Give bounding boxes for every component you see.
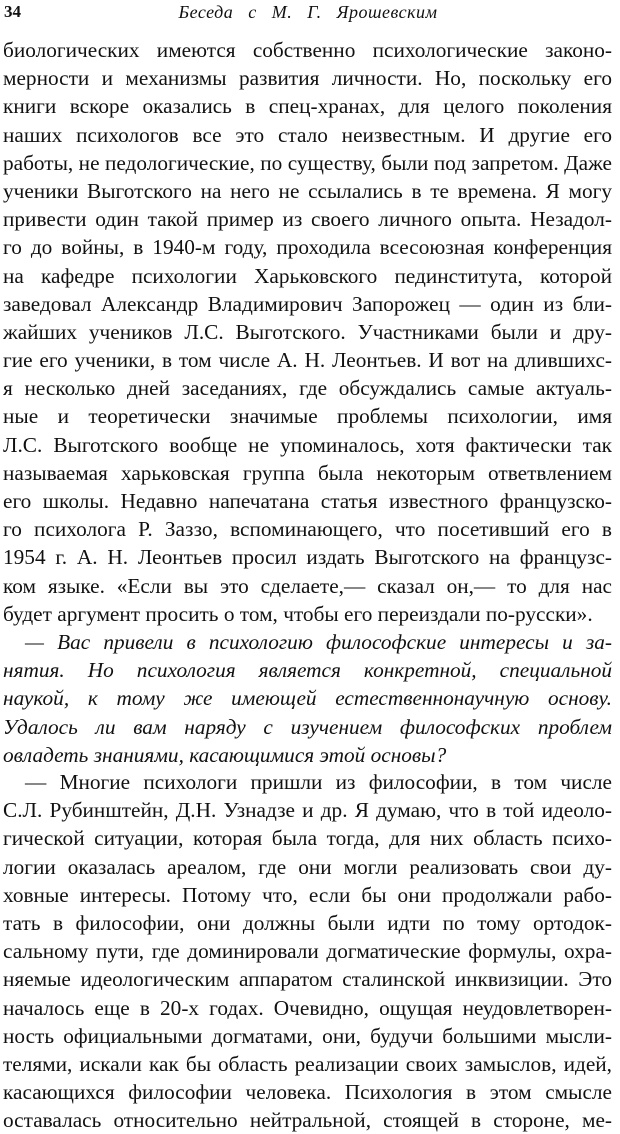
answer-line: касающихся философии человека. Психология в этом смысле bbox=[3, 1080, 612, 1105]
text-line: Л.С. Выготского вообще не упоминалось, хотя фактически так bbox=[3, 432, 612, 457]
text-line: ученики Выготского на него не ссылались в те времена. Я могу bbox=[3, 178, 612, 203]
text-line: 1954 г. А. Н. Леонтьев просил издать Выготского на французс- bbox=[3, 545, 612, 570]
question-line: наукой, к тому же имеющей естественнонаучную основу. bbox=[3, 686, 612, 711]
text-line: работы, не педологические, по существу, были под запретом. Даже bbox=[3, 150, 612, 175]
interview-answer bbox=[3, 768, 612, 1134]
text-line: жайших учеников Л.С. Выготского. Участниками были и дру- bbox=[3, 319, 612, 344]
text-line: ком языке. «Если вы это сделаете,— сказал он,— то для нас bbox=[3, 573, 612, 598]
page-number: 34 bbox=[4, 2, 21, 21]
answer-line: оставалась относительно нейтральной, стоящей в стороне, ме- bbox=[3, 1108, 612, 1133]
paragraph-continued bbox=[3, 36, 612, 628]
answer-line: сальному пути, где доминировали догматические формулы, охра- bbox=[3, 939, 612, 964]
question-line: нятия. Но психология является конкретной, специальной bbox=[3, 658, 612, 683]
running-head: Беседа с М. Г. Ярошевским bbox=[178, 2, 438, 22]
answer-line: логии оказалась ареалом, где они могли реализовать свои ду- bbox=[3, 854, 612, 879]
question-line: Удалось ли вам наряду с изучением философских проблем bbox=[3, 714, 612, 739]
answer-line: ховные интересы. Потому что, если бы они продолжали рабо- bbox=[3, 882, 612, 907]
text-line: гие его ученики, в том числе А. Н. Леонтьев. И вот на длившихс- bbox=[3, 348, 612, 373]
interview-question bbox=[3, 628, 612, 769]
text-line: будет аргумент просить о том, чтобы его переиздали по-русски». bbox=[3, 601, 593, 626]
text-line: я несколько дней заседаниях, где обсуждались самые актуаль- bbox=[3, 376, 612, 401]
text-line: наших психологов все это стало неизвестным. И другие его bbox=[3, 122, 612, 147]
answer-line: телями, искали как бы область реализации своих замыслов, идей, bbox=[3, 1051, 612, 1076]
text-line: привести один такой пример из своего личного опыта. Незадол- bbox=[3, 207, 612, 232]
answer-line: С.Л. Рубинштейн, Д.Н. Узнадзе и др. Я думаю, что в той идеоло- bbox=[3, 798, 612, 823]
text-line: мерности и механизмы развития личности. Но, поскольку его bbox=[3, 66, 612, 91]
page-header bbox=[4, 2, 612, 26]
text-line: го психолога Р. Заззо, вспоминающего, что посетивший его в bbox=[3, 517, 612, 542]
text-line: называемая харьковская группа была некоторым ответвлением bbox=[3, 460, 612, 485]
text-line: его школы. Недавно напечатана статья известного французско- bbox=[3, 489, 612, 513]
text-line: на кафедре психологии Харьковского пединститута, которой bbox=[3, 263, 612, 288]
question-line: — Вас привели в психологию философские интересы и за- bbox=[25, 630, 612, 654]
answer-line: няемые идеологическим аппаратом сталинской инквизиции. Это bbox=[3, 967, 612, 992]
answer-line: — Многие психологи пришли из философии, в том числе bbox=[25, 770, 612, 794]
answer-line: тать в философии, они должны были идти по тому ортодок- bbox=[3, 910, 612, 935]
text-line: книги вскоре оказались в спец-хранах, для целого поколения bbox=[3, 94, 612, 119]
question-line: овладеть знаниями, касающимися этой основы? bbox=[3, 742, 447, 767]
answer-line: ность официальными догматами, они, будучи большими мысли- bbox=[3, 1023, 612, 1048]
text-line: ные и теоретически значимые проблемы психологии, имя bbox=[3, 404, 612, 429]
text-line: заведовал Александр Владимирович Запорожец — один из бли- bbox=[3, 291, 612, 316]
answer-line: началось еще в 20-х годах. Очевидно, ощущая неудовлетворен- bbox=[3, 995, 612, 1020]
text-line: го до войны, в 1940-м году, проходила всесоюзная конференция bbox=[3, 235, 612, 260]
answer-line: гической ситуации, которая была тогда, для них область психо- bbox=[3, 826, 612, 851]
text-line: биологических имеются собственно психологические законо- bbox=[3, 38, 612, 62]
